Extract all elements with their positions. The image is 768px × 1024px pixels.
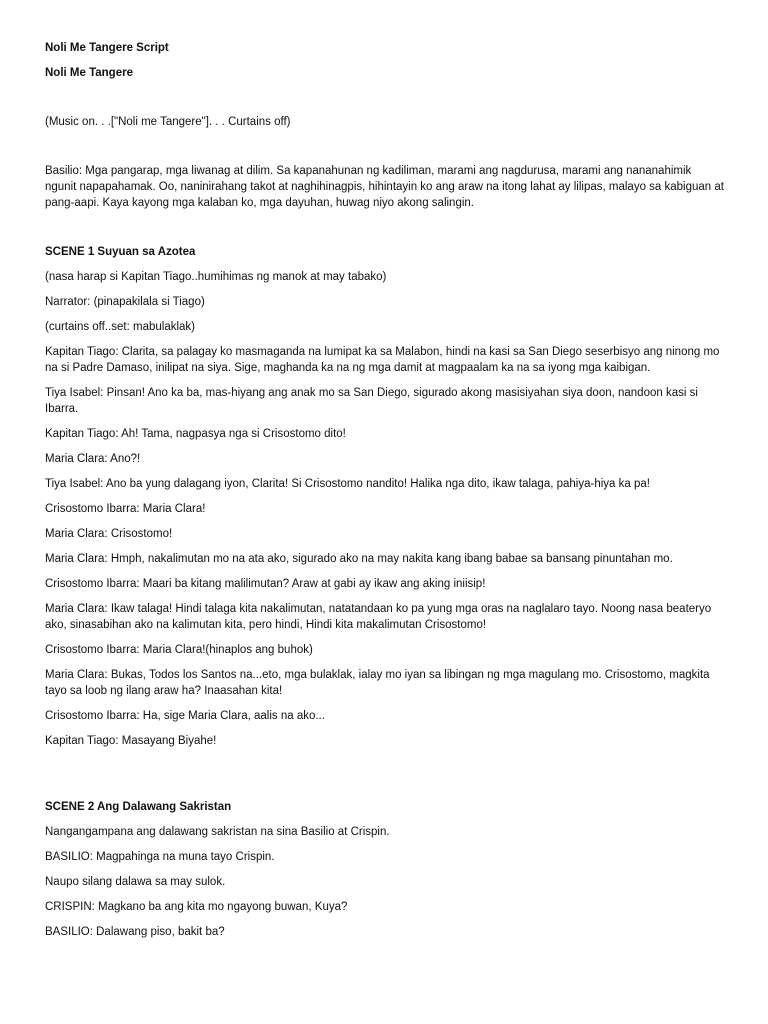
script-line: Maria Clara: Ikaw talaga! Hindi talaga kita nakalimutan, natatandaan ko pa yung mga oras na naglalaro tayo. Noong nasa beateryo ako, sinasabihan ako na kalimutan kita, pero hindi, Hindi kita makalimutan Crisostomo! (45, 603, 712, 631)
script-line: Maria Clara: Ano?! (45, 453, 141, 465)
script-line: Crisostomo Ibarra: Maria Clara!(hinaplos ang buhok) (45, 644, 313, 656)
script-line: BASILIO: Magpahinga na muna tayo Crispin. (45, 851, 275, 863)
script-line: BASILIO: Dalawang piso, bakit ba? (45, 926, 225, 938)
basilio-intro: Basilio: Mga pangarap, mga liwanag at dilim. Sa kapanahunan ng kadiliman, marami ang nagdurusa, marami ang nananahimik ngunit napapahamak. Oo, naninirahang takot at naghihinagpis, hihintayin ko ang araw na itong lahat ay lilipas, malayo sa kabiguan at pang-aapi. Kaya kayong mga kalaban ko, mga dayuhan, huwag niyo akong salingin. (45, 165, 724, 209)
scene2-lines (45, 824, 725, 940)
script-line: (curtains off..set: mabulaklak) (45, 321, 195, 333)
script-line: Maria Clara: Bukas, Todos los Santos na...eto, mga bulaklak, ialay mo iyan sa libingan ng mga magulang mo. Crisostomo, magkita tayo sa loob ng ilang araw ha? Inaasahan kita! (45, 669, 710, 697)
scene1-heading: SCENE 1 Suyuan sa Azotea (45, 246, 196, 258)
script-line: Crisostomo Ibarra: Ha, sige Maria Clara, aalis na ako... (45, 710, 325, 722)
script-line: Maria Clara: Crisostomo! (45, 528, 173, 540)
script-line: Kapitan Tiago: Masayang Biyahe! (45, 735, 217, 747)
document-title: Noli Me Tangere Script (45, 42, 169, 54)
script-line: Kapitan Tiago: Clarita, sa palagay ko masmaganda na lumipat ka sa Malabon, hindi na kasi sa San Diego seserbisyo ang ninong mo na si Padre Damaso, inilipat na siya. Sige, maghanda ka na ng mga damit at magpaalam ka na sa iyong mga kaibigan. (45, 346, 720, 374)
script-line: Naupo silang dalawa sa may sulok. (45, 876, 226, 888)
script-line: Tiya Isabel: Pinsan! Ano ka ba, mas-hiyang ang anak mo sa San Diego, sigurado akong masisiyahan siya doon, nandoon kasi si Ibarra. (45, 387, 698, 415)
document-page (45, 40, 725, 940)
script-line: Tiya Isabel: Ano ba yung dalagang iyon, Clarita! Si Crisostomo nandito! Halika nga dito, ikaw talaga, pahiya-hiya ka pa! (45, 478, 650, 490)
script-line: Maria Clara: Hmph, nakalimutan mo na ata ako, sigurado ako na may nakita kang ibang babae sa bansang pinuntahan mo. (45, 553, 673, 565)
script-line: CRISPIN: Magkano ba ang kita mo ngayong buwan, Kuya? (45, 901, 348, 913)
script-line: Crisostomo Ibarra: Maria Clara! (45, 503, 206, 515)
script-line: Narrator: (pinapakilala si Tiago) (45, 296, 205, 308)
scene1-lines (45, 269, 725, 749)
script-line: (nasa harap si Kapitan Tiago..humihimas ng manok at may tabako) (45, 271, 387, 283)
script-line: Nangangampana ang dalawang sakristan na sina Basilio at Crispin. (45, 826, 390, 838)
script-line: Crisostomo Ibarra: Maari ba kitang malilimutan? Araw at gabi ay ikaw ang aking iniisip! (45, 578, 486, 590)
document-subtitle: Noli Me Tangere (45, 67, 133, 79)
script-line: Kapitan Tiago: Ah! Tama, nagpasya nga si Crisostomo dito! (45, 428, 346, 440)
music-cue: (Music on. . .["Noli me Tangere"]. . . Curtains off) (45, 116, 291, 128)
scene2-heading: SCENE 2 Ang Dalawang Sakristan (45, 801, 232, 813)
